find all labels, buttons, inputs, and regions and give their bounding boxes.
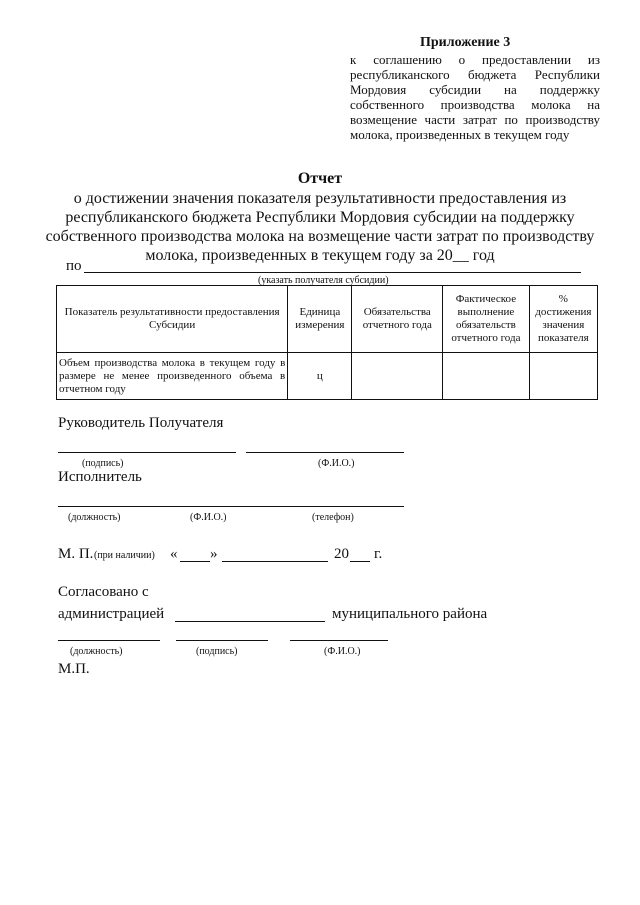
appendix-line: возмещение части затрат по производству xyxy=(350,112,600,127)
municipal-label: муниципального района xyxy=(332,606,488,622)
agreed-position-hint: (должность) xyxy=(70,646,123,657)
recipient-hint: (указать получателя субсидии) xyxy=(258,275,389,286)
agreed-label-2: администрацией xyxy=(58,606,165,622)
date-open-quote: « xyxy=(170,546,178,562)
cell-indicator: Объем производства молока в текущем году в размере не менее произведенного объема в отчетном году xyxy=(57,353,288,400)
mp-label: М. П. xyxy=(58,546,94,562)
table-row xyxy=(57,353,598,400)
cell-actual[interactable] xyxy=(443,353,530,400)
appendix-line: собственного производства молока на xyxy=(350,97,600,112)
date-year-suffix: г. xyxy=(374,546,383,562)
date-close-quote: » xyxy=(210,546,218,562)
executor-position-hint: (должность) xyxy=(68,512,121,523)
mp-final: М.П. xyxy=(58,661,90,677)
date-month-line[interactable] xyxy=(222,561,328,562)
results-table xyxy=(56,285,598,400)
agreed-fio-line[interactable] xyxy=(290,640,388,641)
report-subtitle xyxy=(40,189,600,265)
po-label: по xyxy=(66,258,82,274)
report-title: Отчет xyxy=(297,170,343,187)
appendix-line: молока, произведенных в текущем году xyxy=(350,127,570,142)
executor-line[interactable] xyxy=(58,506,404,507)
cell-obligations[interactable] xyxy=(352,353,443,400)
agreed-sign-line[interactable] xyxy=(176,640,268,641)
administration-line[interactable] xyxy=(175,621,325,622)
head-sign-line[interactable] xyxy=(58,452,236,453)
agreed-fio-hint: (Ф.И.О.) xyxy=(324,646,361,657)
executor-phone-hint: (телефон) xyxy=(312,512,354,523)
appendix-title: Приложение 3 xyxy=(420,35,511,50)
appendix-text xyxy=(350,52,600,142)
report-subtitle-line: республиканского бюджета Республики Мордовия субсидии на поддержку xyxy=(65,209,575,226)
appendix-line: республиканского бюджета Республики xyxy=(350,67,600,82)
table-header-row xyxy=(57,286,598,353)
recipient-line[interactable] xyxy=(84,272,581,273)
appendix-line: к соглашению о предоставлении из xyxy=(350,52,600,67)
agreed-position-line[interactable] xyxy=(58,640,160,641)
executor-label: Исполнитель xyxy=(58,469,142,485)
appendix-line: Мордовия субсидии на поддержку xyxy=(350,82,600,97)
header-percent: % достижения значения показателя xyxy=(529,286,597,353)
head-fio-line[interactable] xyxy=(246,452,404,453)
date-year-prefix: 20 xyxy=(334,546,349,562)
header-indicator: Показатель результативности предоставления Субсидии xyxy=(57,286,288,353)
cell-unit: ц xyxy=(288,353,352,400)
mp-note: (при наличии) xyxy=(94,550,155,561)
head-fio-hint: (Ф.И.О.) xyxy=(318,458,355,469)
date-day-line[interactable] xyxy=(180,561,210,562)
date-year-line[interactable] xyxy=(350,561,370,562)
executor-fio-hint: (Ф.И.О.) xyxy=(190,512,227,523)
header-unit: Единица измерения xyxy=(288,286,352,353)
head-label: Руководитель Получателя xyxy=(58,415,224,431)
report-subtitle-line: о достижении значения показателя результативности предоставления из xyxy=(73,190,567,207)
header-obligations: Обязательства отчетного года xyxy=(352,286,443,353)
report-subtitle-line: молока, произведенных в текущем году за 20__ год xyxy=(145,247,495,264)
head-sign-hint: (подпись) xyxy=(82,458,124,469)
agreed-label-1: Согласовано с xyxy=(58,584,149,600)
cell-percent[interactable] xyxy=(529,353,597,400)
header-actual: Фактическое выполнение обязательств отчетного года xyxy=(443,286,530,353)
agreed-sign-hint: (подпись) xyxy=(196,646,238,657)
report-subtitle-line: собственного производства молока на возмещение части затрат по производству xyxy=(45,228,595,245)
